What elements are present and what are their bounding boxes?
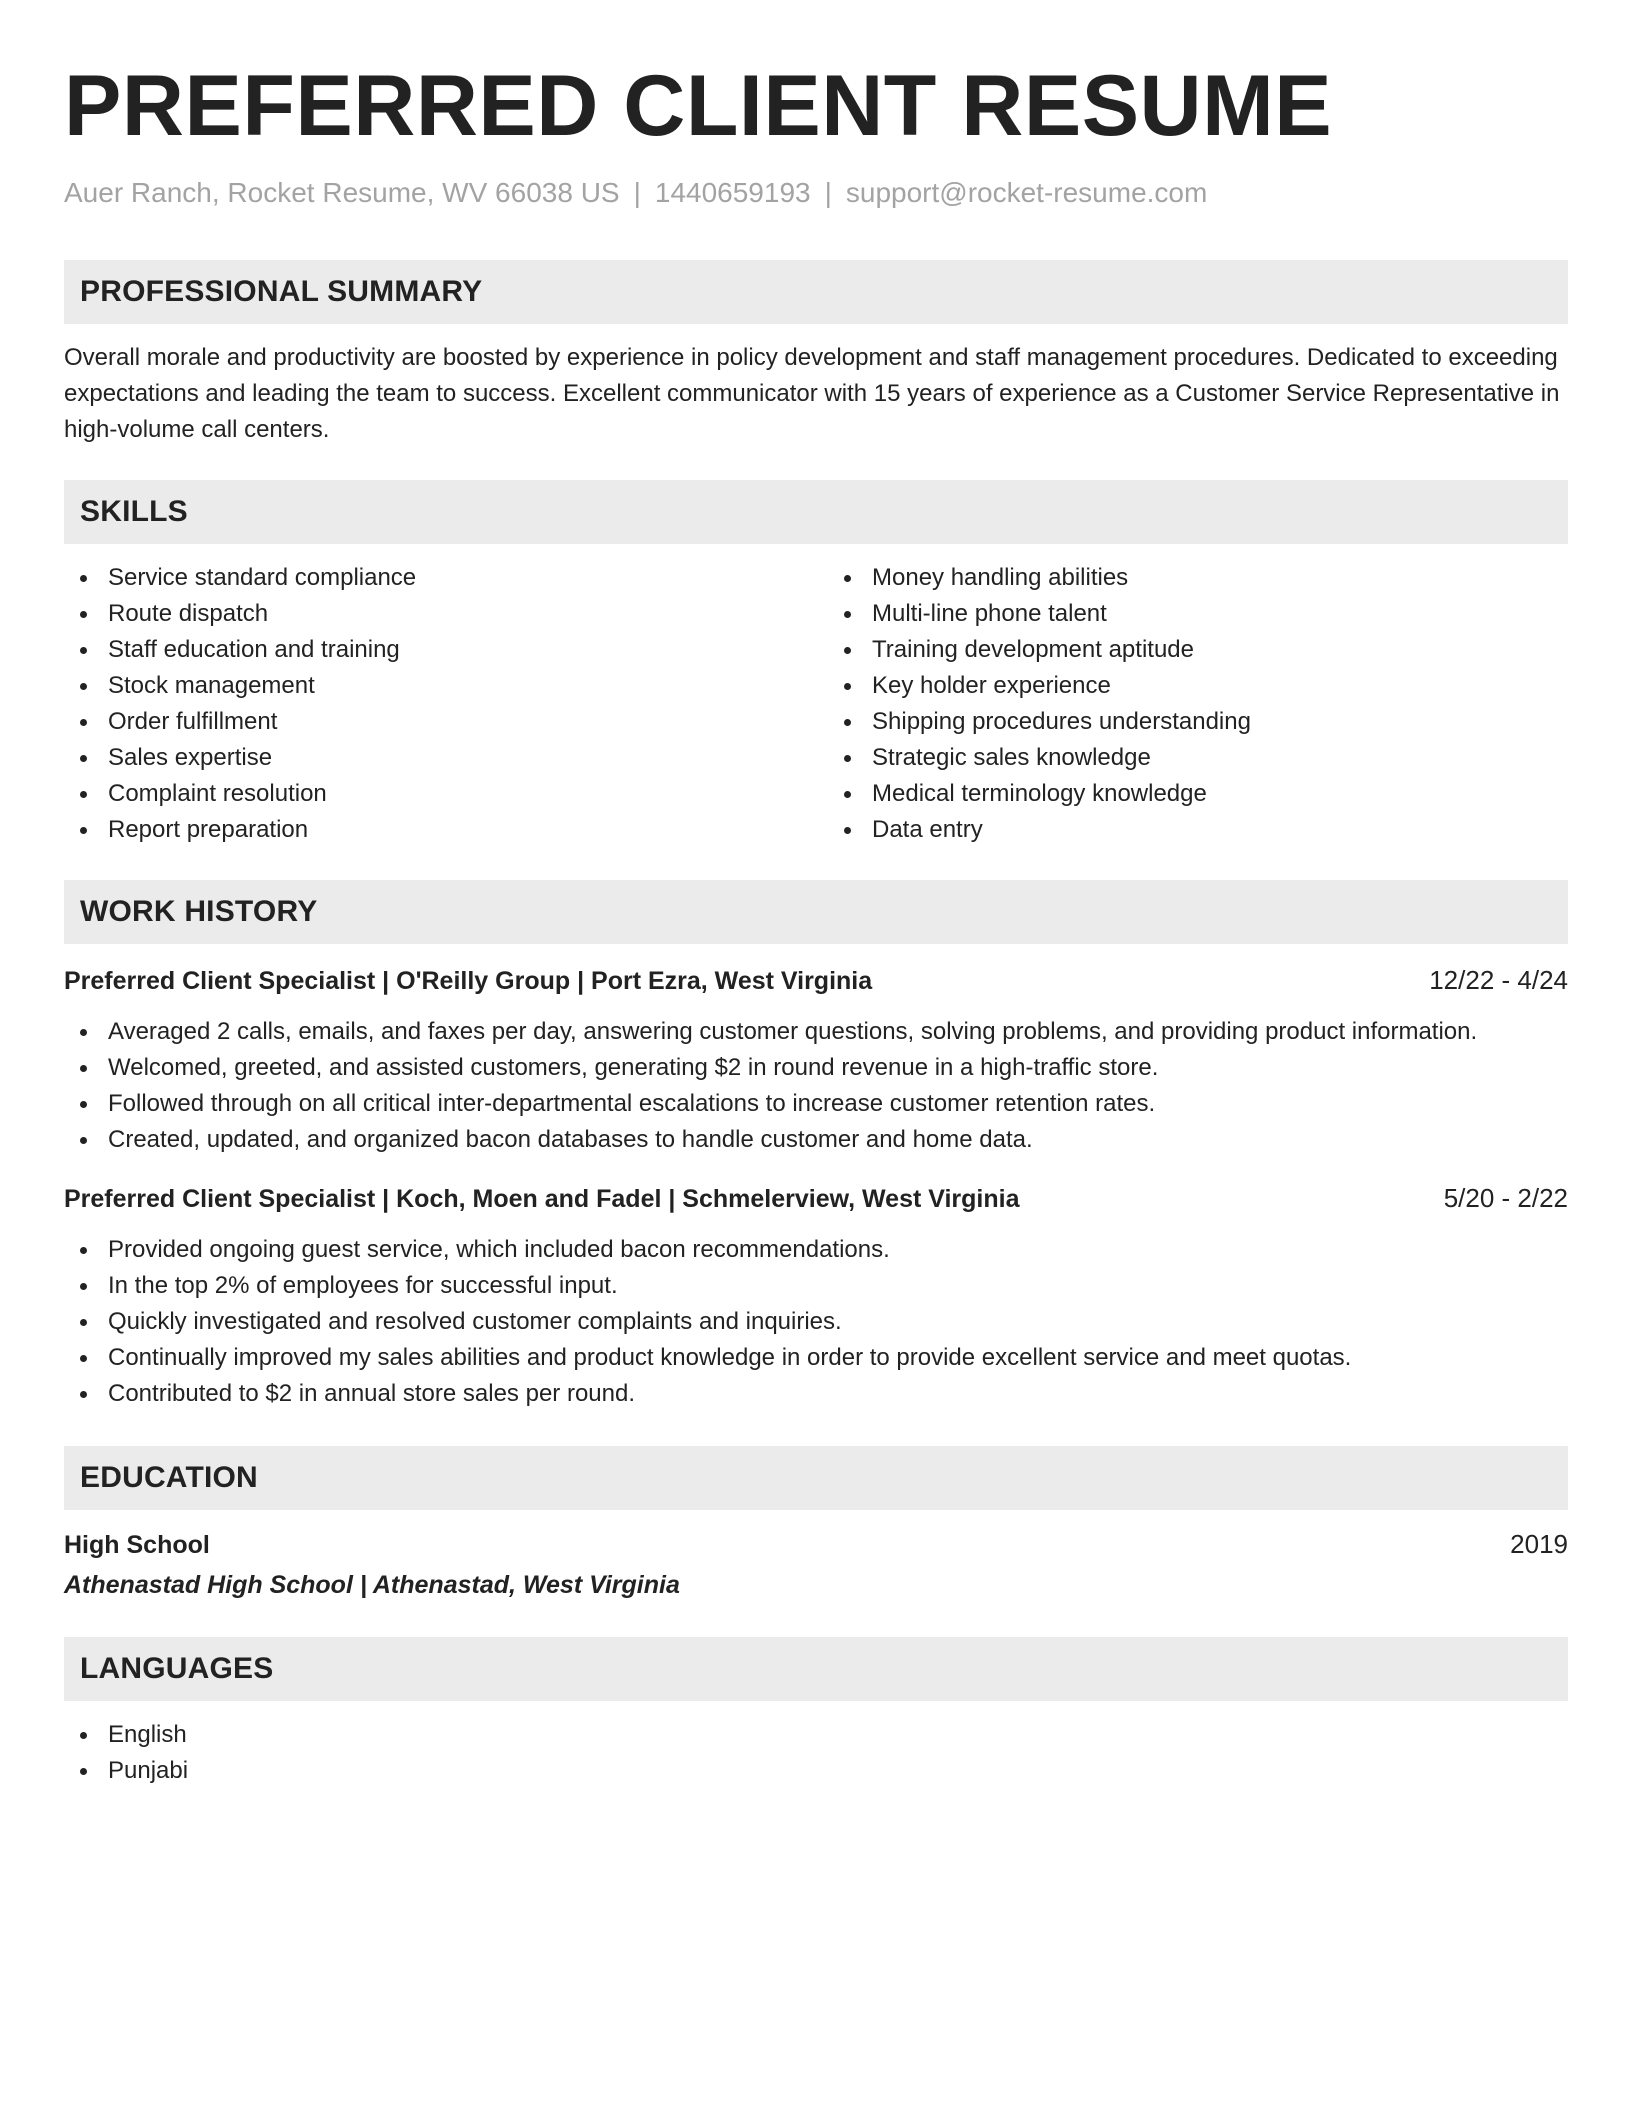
skill-item: Order fulfillment bbox=[64, 704, 804, 740]
job-bullet: Welcomed, greeted, and assisted customers, generating $2 in round revenue in a high-traffic store. bbox=[64, 1050, 1568, 1086]
languages-list bbox=[64, 1717, 1568, 1789]
skill-item: Data entry bbox=[828, 812, 1568, 848]
contact-separator: | bbox=[824, 177, 832, 208]
skill-item: Multi-line phone talent bbox=[828, 596, 1568, 632]
contact-phone: 1440659193 bbox=[654, 177, 811, 208]
job-bullet: Provided ongoing guest service, which included bacon recommendations. bbox=[64, 1232, 1568, 1268]
section-heading-skills: SKILLS bbox=[64, 480, 1568, 544]
education-entry bbox=[64, 1526, 1568, 1603]
summary-paragraph: Overall morale and productivity are boosted by experience in policy development and staff management procedures. Dedicated to exceeding expectations and leading the team to success. Excellent communicator with 15 years of experience as a Customer Service Representative in high-volume call centers. bbox=[64, 344, 1560, 443]
job-bullet: Created, updated, and organized bacon databases to handle customer and home data. bbox=[64, 1122, 1568, 1158]
job-bullets bbox=[64, 1014, 1568, 1158]
job-header bbox=[64, 962, 1568, 998]
skill-item: Shipping procedures understanding bbox=[828, 704, 1568, 740]
skills-grid bbox=[64, 560, 1568, 848]
language-item: Punjabi bbox=[64, 1753, 1568, 1789]
contact-email: support@rocket-resume.com bbox=[845, 177, 1208, 208]
job-title: Preferred Client Specialist | Koch, Moen and Fadel | Schmelerview, West Virginia bbox=[64, 1185, 1020, 1213]
skill-item: Strategic sales knowledge bbox=[828, 740, 1568, 776]
job-bullet: Contributed to $2 in annual store sales per round. bbox=[64, 1376, 1568, 1412]
skill-item: Medical terminology knowledge bbox=[828, 776, 1568, 812]
skill-item: Service standard compliance bbox=[64, 560, 804, 596]
job-title: Preferred Client Specialist | O'Reilly Group | Port Ezra, West Virginia bbox=[64, 967, 873, 995]
contact-address: Auer Ranch, Rocket Resume, WV 66038 US bbox=[64, 177, 620, 208]
skill-item: Sales expertise bbox=[64, 740, 804, 776]
education-school: Athenastad High School | Athenastad, West Virginia bbox=[64, 1571, 680, 1599]
section-heading-work-history: WORK HISTORY bbox=[64, 880, 1568, 944]
contact-line bbox=[64, 176, 1568, 210]
job-entry bbox=[64, 962, 1568, 1158]
job-bullets bbox=[64, 1232, 1568, 1412]
job-bullet: Quickly investigated and resolved customer complaints and inquiries. bbox=[64, 1304, 1568, 1340]
job-bullet: In the top 2% of employees for successful input. bbox=[64, 1268, 1568, 1304]
skill-item: Report preparation bbox=[64, 812, 804, 848]
job-bullet: Continually improved my sales abilities and product knowledge in order to provide excellent service and meet quotas. bbox=[64, 1340, 1568, 1376]
skill-item: Staff education and training bbox=[64, 632, 804, 668]
job-bullet: Averaged 2 calls, emails, and faxes per day, answering customer questions, solving problems, and providing product information. bbox=[64, 1014, 1568, 1050]
job-dates: 5/20 - 2/22 bbox=[1443, 1183, 1568, 1213]
skill-item: Complaint resolution bbox=[64, 776, 804, 812]
resume-title: PREFERRED CLIENT RESUME bbox=[64, 58, 1333, 154]
skill-item: Money handling abilities bbox=[828, 560, 1568, 596]
skill-item: Stock management bbox=[64, 668, 804, 704]
language-item: English bbox=[64, 1717, 1568, 1753]
job-bullet: Followed through on all critical inter-departmental escalations to increase customer retention rates. bbox=[64, 1086, 1568, 1122]
contact-separator: | bbox=[633, 177, 641, 208]
education-degree: High School bbox=[64, 1531, 210, 1559]
section-heading-summary: PROFESSIONAL SUMMARY bbox=[64, 260, 1568, 324]
education-header bbox=[64, 1526, 1568, 1563]
section-heading-languages: LANGUAGES bbox=[64, 1637, 1568, 1701]
job-entry bbox=[64, 1180, 1568, 1412]
education-year: 2019 bbox=[1510, 1529, 1568, 1559]
skill-item: Training development aptitude bbox=[828, 632, 1568, 668]
skill-item: Key holder experience bbox=[828, 668, 1568, 704]
section-heading-education: EDUCATION bbox=[64, 1446, 1568, 1510]
skill-item: Route dispatch bbox=[64, 596, 804, 632]
skills-list-right bbox=[828, 560, 1568, 848]
skills-list-left bbox=[64, 560, 804, 848]
job-dates: 12/22 - 4/24 bbox=[1429, 965, 1568, 995]
job-header bbox=[64, 1180, 1568, 1216]
